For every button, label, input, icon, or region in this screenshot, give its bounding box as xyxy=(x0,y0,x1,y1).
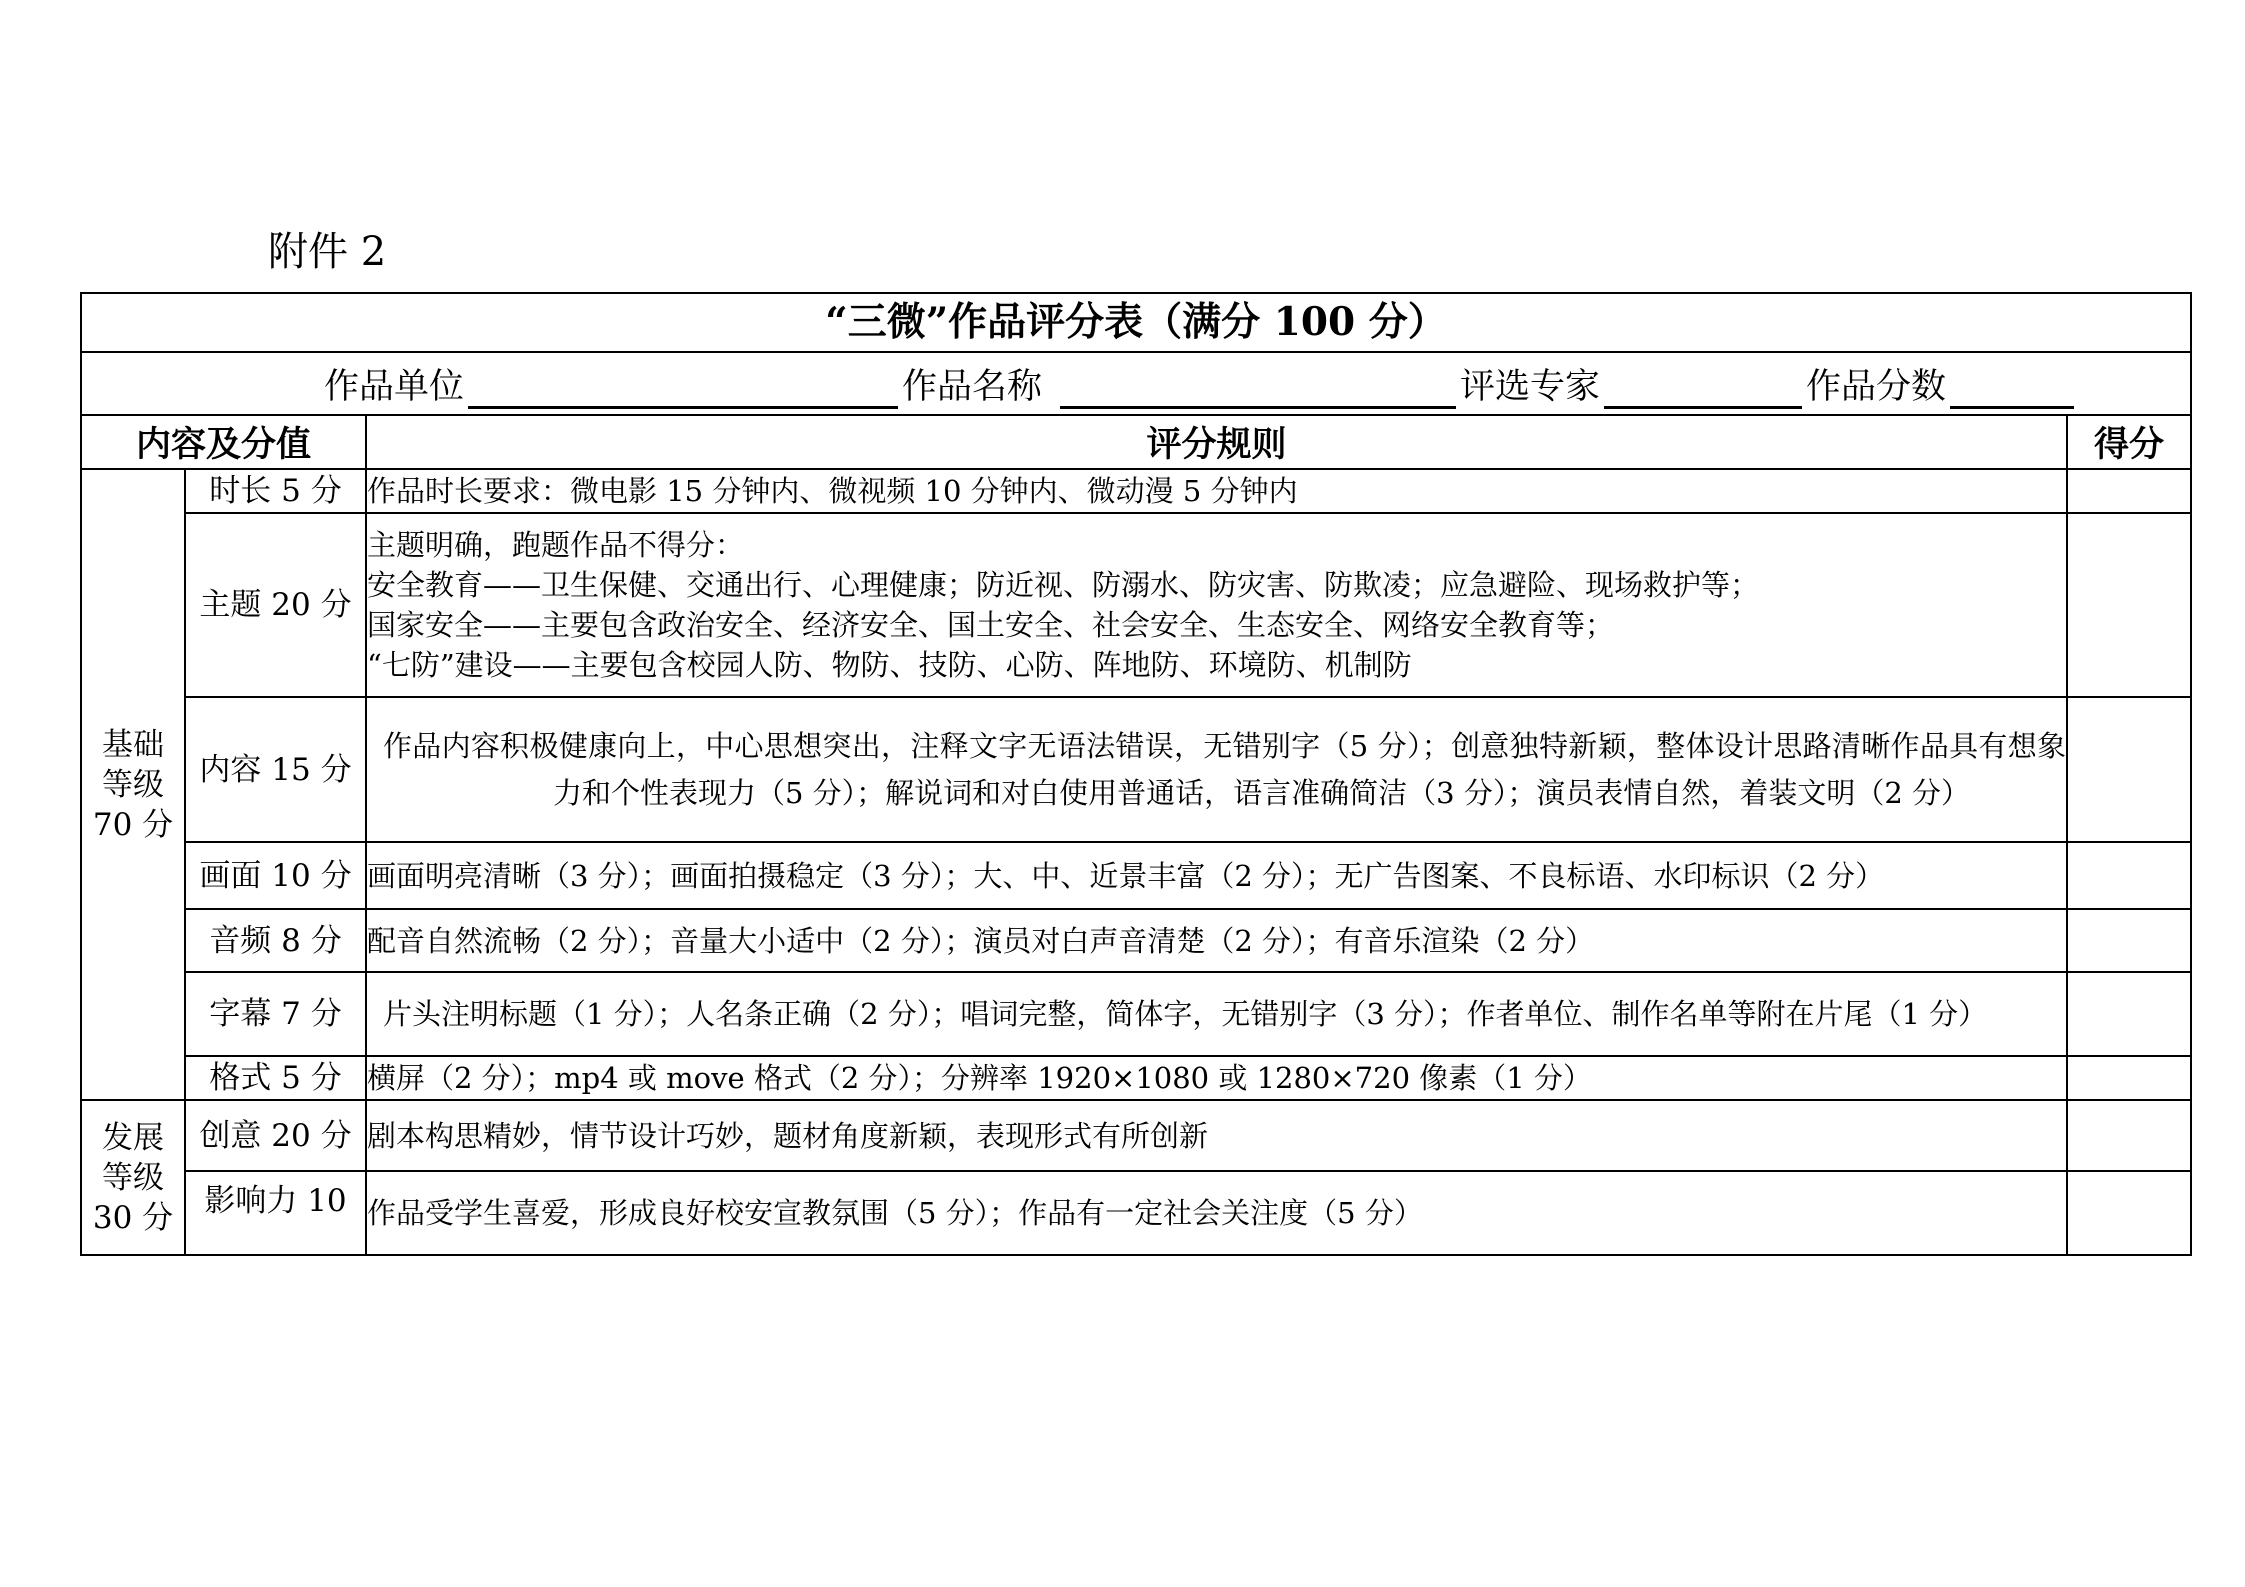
title-row xyxy=(81,293,2191,352)
table-row xyxy=(81,1171,2191,1255)
rule-text: 主题明确，跑题作品不得分： 安全教育——卫生保健、交通出行、心理健康；防近视、防溺水、防灾害、防欺凌；应急避险、现场救护等； 国家安全——主要包含政治安全、经济安全、国土安全、社会安全、生态安全、网络安全教育等； “七防”建设——主要包含校园人防、物防、技防、心防、阵地防、环境防、机制防 xyxy=(366,513,2067,697)
score-blank[interactable] xyxy=(1950,366,2074,409)
table-row xyxy=(81,697,2191,842)
table-row xyxy=(81,909,2191,972)
score-cell[interactable] xyxy=(2067,1056,2191,1100)
score-cell[interactable] xyxy=(2067,909,2191,972)
score-cell[interactable] xyxy=(2067,972,2191,1056)
item-label: 音频 8 分 xyxy=(185,909,366,972)
table-row xyxy=(81,1056,2191,1100)
item-label: 时长 5 分 xyxy=(185,469,366,513)
info-label-expert: 评选专家 xyxy=(1460,366,1601,407)
score-cell[interactable] xyxy=(2067,469,2191,513)
header-row xyxy=(81,415,2191,469)
info-label-unit: 作品单位 xyxy=(324,366,465,407)
table-row xyxy=(81,842,2191,909)
item-label: 画面 10 分 xyxy=(185,842,366,909)
rule-text: 横屏（2 分）；mp4 或 move 格式（2 分）；分辨率 1920×1080 或 1280×720 像素（1 分） xyxy=(366,1056,2067,1100)
item-label: 格式 5 分 xyxy=(185,1056,366,1100)
scoring-table xyxy=(80,292,2192,1256)
name-blank[interactable] xyxy=(1060,366,1456,409)
unit-blank[interactable] xyxy=(468,366,898,409)
score-cell[interactable] xyxy=(2067,513,2191,697)
table-row xyxy=(81,469,2191,513)
score-cell[interactable] xyxy=(2067,697,2191,842)
group-basic: 基础 等级 70 分 xyxy=(81,469,185,1100)
header-rules: 评分规则 xyxy=(366,415,2067,469)
item-label: 创意 20 分 xyxy=(185,1100,366,1171)
rule-text: 作品内容积极健康向上，中心思想突出，注释文字无语法错误，无错别字（5 分）；创意独特新颖，整体设计思路清晰作品具有想象力和个性表现力（5 分）；解说词和对白使用普通话，语言准确简洁（3 分）；演员表情自然，着装文明（2 分） xyxy=(366,697,2067,842)
rule-text: 片头注明标题（1 分）；人名条正确（2 分）；唱词完整，简体字，无错别字（3 分）；作者单位、制作名单等附在片尾（1 分） xyxy=(366,972,2067,1056)
rule-text: 配音自然流畅（2 分）；音量大小适中（2 分）；演员对白声音清楚（2 分）；有音乐渲染（2 分） xyxy=(366,909,2067,972)
score-cell[interactable] xyxy=(2067,842,2191,909)
header-score: 得分 xyxy=(2067,415,2191,469)
rule-text: 剧本构思精妙，情节设计巧妙，题材角度新颖，表现形式有所创新 xyxy=(366,1100,2067,1171)
table-row xyxy=(81,1100,2191,1171)
info-label-name: 作品名称 xyxy=(902,366,1043,407)
attachment-label: 附件 2 xyxy=(268,229,387,275)
item-label: 内容 15 分 xyxy=(185,697,366,842)
item-label: 字幕 7 分 xyxy=(185,972,366,1056)
info-label-score: 作品分数 xyxy=(1806,366,1947,407)
info-row xyxy=(81,352,2191,415)
score-cell[interactable] xyxy=(2067,1100,2191,1171)
item-label: 影响力 10 xyxy=(185,1171,366,1255)
table-title: “三微”作品评分表（满分 100 分） xyxy=(81,293,2191,352)
table-row xyxy=(81,972,2191,1056)
expert-blank[interactable] xyxy=(1604,366,1802,409)
rule-text: 作品受学生喜爱，形成良好校安宣教氛围（5 分）；作品有一定社会关注度（5 分） xyxy=(366,1171,2067,1255)
score-cell[interactable] xyxy=(2067,1171,2191,1255)
rule-text: 画面明亮清晰（3 分）；画面拍摄稳定（3 分）；大、中、近景丰富（2 分）；无广告图案、不良标语、水印标识（2 分） xyxy=(366,842,2067,909)
table-row xyxy=(81,513,2191,697)
group-development: 发展 等级 30 分 xyxy=(81,1100,185,1255)
rule-text: 作品时长要求：微电影 15 分钟内、微视频 10 分钟内、微动漫 5 分钟内 xyxy=(366,469,2067,513)
header-content: 内容及分值 xyxy=(81,415,366,469)
item-label: 主题 20 分 xyxy=(185,513,366,697)
